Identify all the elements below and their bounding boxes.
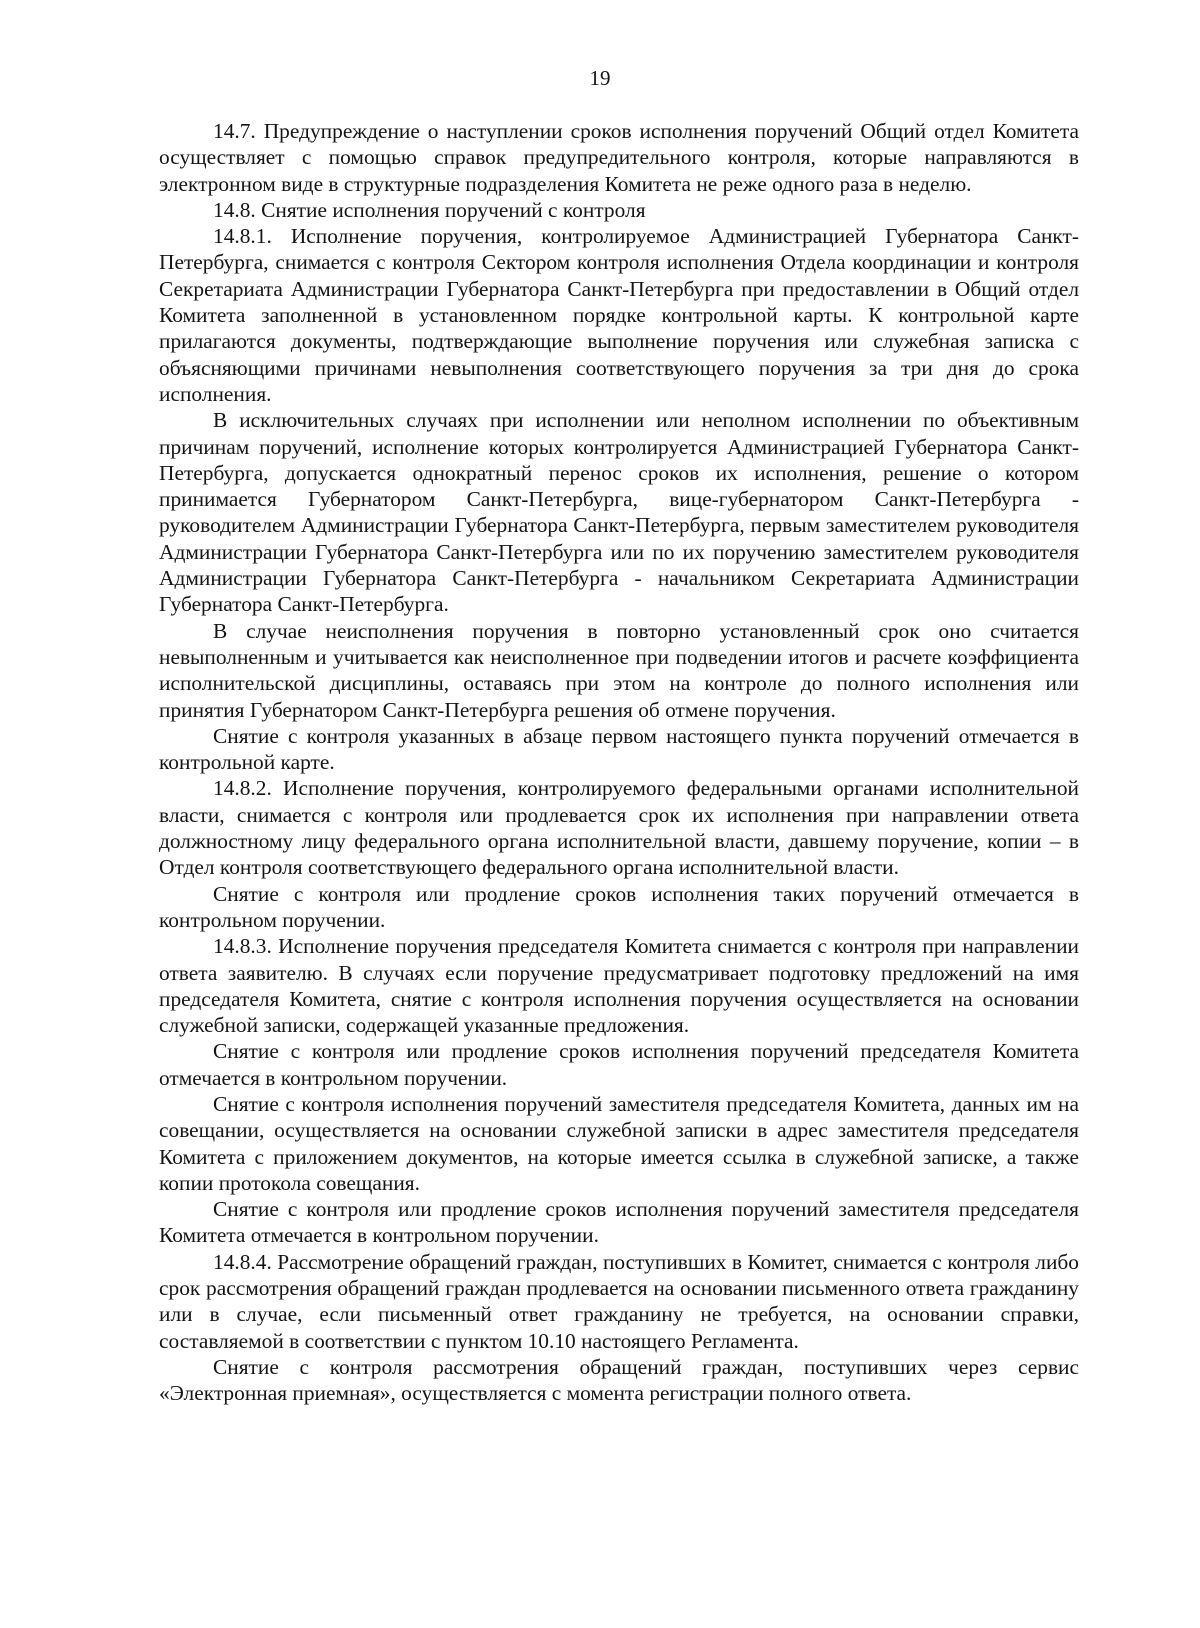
paragraph-14-8-4: 14.8.4. Рассмотрение обращений граждан, поступивших в Комитет, снимается с контроля либо срок рассмотрения обращений граждан продлевается на основании письменного ответа гражданину или в случае, если письменный ответ гражданину не требуется, на основании справки, составляемой в соответствии с пунктом 10.10 настоящего Регламента. bbox=[159, 1249, 1079, 1353]
paragraph-electronic-reception: Снятие с контроля рассмотрения обращений граждан, поступивших через сервис «Электронная приемная», осуществляется с момента регистрации полного ответа. bbox=[159, 1354, 1079, 1406]
paragraph-14-8-3: 14.8.3. Исполнение поручения председателя Комитета снимается с контроля при направлении ответа заявителю. В случаях если поручение предусматривает подготовку предложений на имя председателя Комитета, снятие с контроля исполнения поручения осуществляется на основании служебной записки, содержащей указанные предложения. bbox=[159, 934, 1079, 1038]
paragraph-control-card-note: Снятие с контроля указанных в абзаце первом настоящего пункта поручений отмечается в контрольной карте. bbox=[159, 723, 1079, 775]
paragraph-deputy-meeting: Снятие с контроля исполнения поручений заместителя председателя Комитета, данных им на совещании, осуществляется на основании служебной записки в адрес заместителя председателя Комитета с приложением документов, на которые имеется ссылка в служебной записке, а также копии протокола совещания. bbox=[159, 1091, 1079, 1195]
paragraph-14-7: 14.7. Предупреждение о наступлении сроков исполнения поручений Общий отдел Комитета осуществляет с помощью справок предупредительного контроля, которые направляются в электронном виде в структурные подразделения Комитета не реже одного раза в неделю. bbox=[159, 119, 1079, 196]
paragraph-14-8-1: 14.8.1. Исполнение поручения, контролируемое Администрацией Губернатора Санкт-Петербурга, снимается с контроля Сектором контроля исполнения Отдела координации и контроля Секретариата Администрации Губернатора Санкт-Петербурга при предоставлении в Общий отдел Комитета заполненной в установленном порядке контрольной карты. К контрольной карте прилагаются документы, подтверждающие выполнение поручения или служебная записка с объясняющими причинами невыполнения соответствующего поручения за три дня до срока исполнения. bbox=[159, 224, 1079, 406]
paragraph-federal-note: Снятие с контроля или продление сроков исполнения таких поручений отмечается в контрольном поручении. bbox=[159, 881, 1079, 932]
paragraph-deputy-note: Снятие с контроля или продление сроков исполнения поручений заместителя председателя Комитета отмечается в контрольном поручении. bbox=[159, 1197, 1079, 1248]
paragraph-14-8-heading: 14.8. Снятие исполнения поручений с контроля bbox=[213, 197, 646, 222]
paragraph-14-8-2: 14.8.2. Исполнение поручения, контролируемого федеральными органами исполнительной власти, снимается с контроля или продлевается срок их исполнения при направлении ответа должностному лицу федерального органа исполнительной власти, давшему поручение, копии – в Отдел контроля соответствующего федерального органа исполнительной власти. bbox=[159, 776, 1079, 880]
page-number: 19 bbox=[589, 66, 611, 90]
paragraph-chairman-note: Снятие с контроля или продление сроков исполнения поручений председателя Комитета отмечается в контрольном поручении. bbox=[159, 1039, 1079, 1090]
document-body bbox=[159, 118, 1079, 1407]
paragraph-non-execution: В случае неисполнения поручения в повторно установленный срок оно считается невыполненным и учитывается как неисполненное при подведении итогов и расчете коэффициента исполнительской дисциплины, оставаясь при этом на контроле до полного исполнения или принятия Губернатором Санкт-Петербурга решения об отмене поручения. bbox=[159, 618, 1079, 722]
paragraph-exceptional-cases: В исключительных случаях при исполнении или неполном исполнении по объективным причинам поручений, исполнение которых контролируется Администрацией Губернатора Санкт-Петербурга, допускается однократный перенос сроков их исполнения, решение о котором принимается Губернатором Санкт-Петербурга, вице-губернатором Санкт-Петербурга - руководителем Администрации Губернатора Санкт-Петербурга, первым заместителем руководителя Администрации Губернатора Санкт-Петербурга или по их поручению заместителем руководителя Администрации Губернатора Санкт-Петербурга - начальником Секретариата Администрации Губернатора Санкт-Петербурга. bbox=[159, 408, 1079, 617]
